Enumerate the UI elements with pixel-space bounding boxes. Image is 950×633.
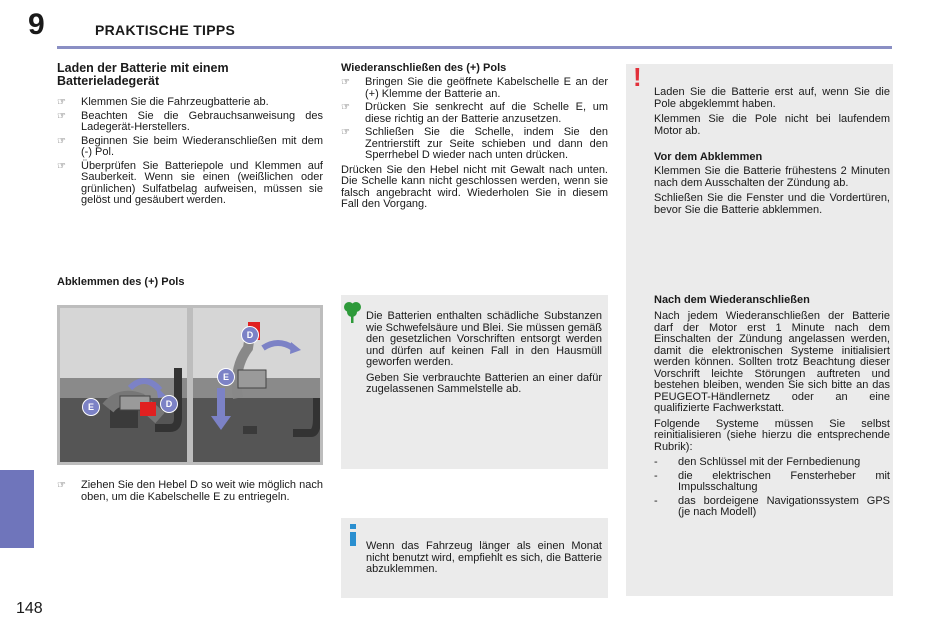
- warning-icon: !: [633, 62, 642, 92]
- list-item: ☞ Ziehen Sie den Hebel D so weit wie möglich nach oben, um die Kabelschelle E zu entriegeln.: [57, 479, 323, 503]
- list-item: ☞ Klemmen Sie die Fahrzeugbatterie ab.: [57, 96, 269, 108]
- info-icon: [348, 524, 358, 546]
- after-reconnect-section: [654, 294, 890, 521]
- page-number: 148: [16, 600, 43, 617]
- dash-bullet: -: [654, 494, 658, 507]
- hand-pointer-icon: ☞: [57, 135, 66, 147]
- reconnect-note: Drücken Sie den Hebel nicht mit Gewalt nach unten. Die Schelle kann nicht geschlossen werden, wenn sie falsch angebracht wird. Wiederholen Sie in diesem Fall den Vorgang.: [341, 163, 608, 210]
- eco-paragraph: Geben Sie verbrauchte Batterien an einer dafür zugelassenen Sammelstelle ab.: [366, 371, 602, 395]
- header-rule: [57, 46, 892, 49]
- section-title-reconnect: Wiederanschließen des (+) Pols: [341, 62, 507, 74]
- list-item: ☞ Überprüfen Sie Batteriepole und Klemmen auf Sauberkeit. Wenn sie einen (weißlichen oder grünlichen) Sulfatbelag aufweisen, müssen sie gelöst und gesäubert werden.: [57, 159, 323, 206]
- list-item: ☞ Beachten Sie die Gebrauchsanweisung des Ladegerät-Herstellers.: [57, 109, 323, 133]
- warning-content: [654, 87, 890, 220]
- disconnect-step: [57, 480, 323, 505]
- list-item: ☞ Bringen Sie die geöffnete Kabelschelle E an der (+) Klemme der Batterie an.: [341, 76, 608, 100]
- eco-text: [366, 311, 602, 400]
- leaf-icon: [343, 301, 361, 323]
- list-item: ☞ Schließen Sie die Schelle, indem Sie den Zentrierstift zur Seite schieben und dann den Sperrhebel D wieder nach unten drücken.: [341, 126, 608, 161]
- label-d-callout: D: [160, 395, 178, 413]
- list-item: - das bordeigene Navigationssystem GPS (je nach Modell): [654, 494, 890, 518]
- heading-after-reconnect: Nach dem Wiederanschließen: [654, 294, 810, 306]
- chapter-title: PRAKTISCHE TIPPS: [95, 22, 236, 38]
- warning-paragraph: Folgende Systeme müssen Sie selbst reinitialisieren (siehe hierzu die entsprechende Rubrik):: [654, 417, 890, 453]
- list-item: - den Schlüssel mit der Fernbedienung: [654, 456, 861, 468]
- list-item: - die elektrischen Fensterheber mit Impulsschaltung: [654, 469, 890, 493]
- list-item: ☞ Beginnen Sie beim Wiederanschließen mit dem (-) Pol.: [57, 134, 323, 158]
- hand-pointer-icon: ☞: [341, 102, 350, 113]
- heading-before-disconnect: Vor dem Abklemmen: [654, 151, 763, 163]
- hand-pointer-icon: ☞: [57, 160, 66, 172]
- chapter-side-tab: [0, 470, 34, 548]
- warning-paragraph: Klemmen Sie die Batterie frühestens 2 Minuten nach dem Ausschalten der Zündung ab.: [654, 165, 890, 189]
- battery-clamp-figure: [57, 305, 323, 465]
- chapter-number: 9: [28, 8, 45, 41]
- hand-pointer-icon: ☞: [57, 480, 66, 491]
- hand-pointer-icon: ☞: [57, 97, 66, 108]
- hand-pointer-icon: ☞: [341, 77, 350, 88]
- label-d-callout: D: [241, 326, 259, 344]
- warning-box: [626, 64, 893, 596]
- battery-clamp-drawing-left: [60, 308, 187, 462]
- warning-paragraph: Nach jedem Wiederanschließen der Batterie darf der Motor erst 1 Minute nach dem Einschalten der Zündung angelassen werden, damit die elektronischen Systeme initialisiert werden können. Sollten trotz Beachtung dieser Vorschrift leichte Störungen auftreten und bestehen bleiben, wenden Sie sich bitte an das PEUGEOT-Händlernetz oder an eine qualifizierte Fachwerkstatt.: [654, 310, 890, 414]
- hand-pointer-icon: ☞: [341, 127, 350, 138]
- info-text: Wenn das Fahrzeug länger als einen Monat nicht benutzt wird, empfiehlt es sich, die Batterie abzuklemmen.: [366, 540, 602, 575]
- hand-pointer-icon: ☞: [57, 110, 66, 122]
- subtitle-disconnect: Abklemmen des (+) Pols: [57, 276, 185, 288]
- dash-bullet: -: [654, 469, 658, 482]
- figure-panel-left: [60, 308, 187, 462]
- dash-bullet: -: [654, 456, 658, 468]
- eco-paragraph: Die Batterien enthalten schädliche Substanzen wie Schwefelsäure und Blei. Sie müssen gemäß den gesetzlichen Vorschriften entsorgt werden und dürfen auf keinen Fall in den Hausmüll geworfen werden.: [366, 310, 602, 368]
- warning-paragraph: Laden Sie die Batterie erst auf, wenn Sie die Pole abgeklemmt haben.: [654, 86, 890, 110]
- list-item: ☞ Drücken Sie senkrecht auf die Schelle E, um diese richtig an der Batterie anzusetzen.: [341, 101, 608, 125]
- info-box: [341, 518, 608, 598]
- eco-info-box: [341, 295, 608, 469]
- label-e-callout: E: [82, 398, 100, 416]
- warning-paragraph: Schließen Sie die Fenster und die Vordertüren, bevor Sie die Batterie abklemmen.: [654, 192, 890, 216]
- label-e-callout: E: [217, 368, 235, 386]
- section-title-charging: Laden der Batterie mit einem Batterieladegerät: [57, 61, 229, 88]
- figure-panel-right: [193, 308, 320, 462]
- charging-steps: [57, 97, 323, 209]
- reconnect-steps: [341, 77, 608, 211]
- warning-paragraph: Klemmen Sie die Pole nicht bei laufendem Motor ab.: [654, 113, 890, 137]
